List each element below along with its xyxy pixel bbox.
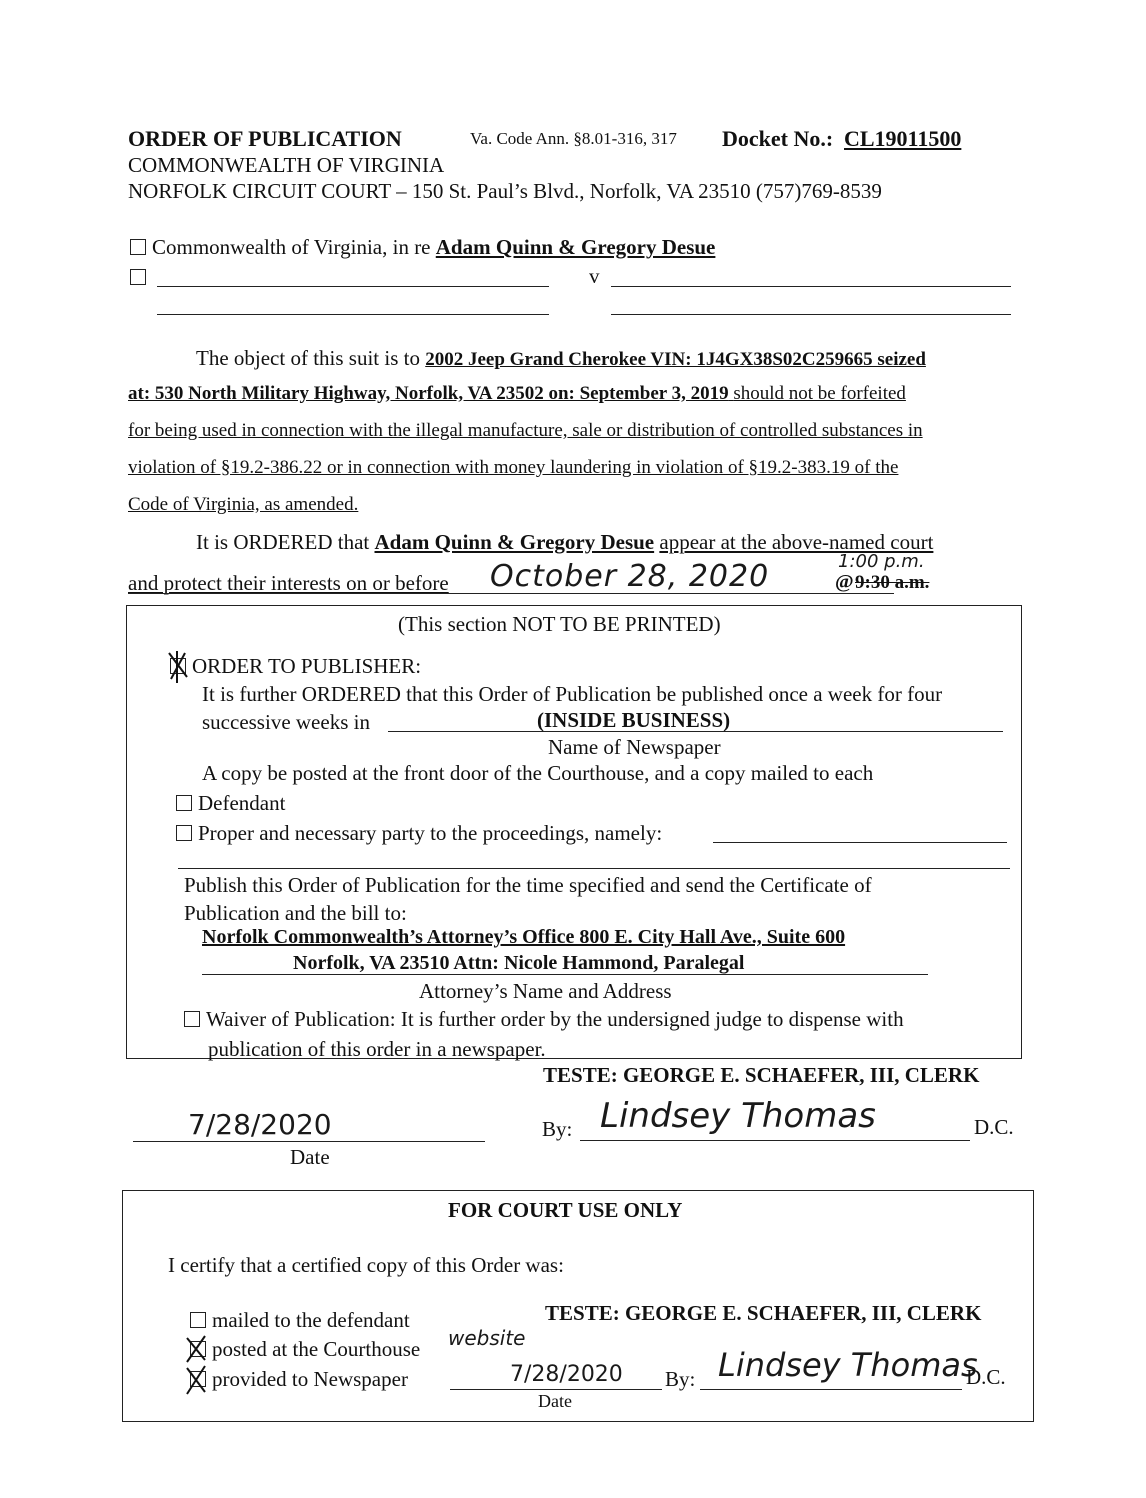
attorney-line <box>202 974 928 975</box>
handwritten-website: website <box>448 1326 526 1350</box>
caption-option-commonwealth <box>130 235 715 260</box>
newspaper-caption: Name of Newspaper <box>548 735 721 759</box>
party-name-line-2 <box>178 868 1010 869</box>
court-handwritten-date: 7/28/2020 <box>510 1362 623 1387</box>
order-to-publisher <box>170 654 421 679</box>
checkbox-posted[interactable] <box>190 1341 206 1357</box>
protect-prefix: and protect their interests on or before <box>128 571 449 595</box>
caption-option-label: Commonwealth of Virginia, in re <box>152 235 431 259</box>
object-line-1 <box>196 346 926 371</box>
checkbox-defendant[interactable] <box>176 795 192 811</box>
party-name-line <box>713 842 1007 843</box>
object-prefix: The object of this suit is to <box>196 346 420 370</box>
court-signature-line <box>700 1389 962 1390</box>
object-vehicle: 2002 Jeep Grand Cherokee VIN: 1J4GX38S02C259665 seized <box>425 349 926 370</box>
checkbox-commonwealth[interactable] <box>130 239 146 255</box>
object-line-4: violation of §19.2-386.22 or in connection with money laundering in violation of §19.2-383.19 of the <box>128 457 899 478</box>
plaintiff-line-2 <box>157 314 549 315</box>
object-suffix: should not be forfeited <box>733 383 906 404</box>
at-sign: @ <box>835 571 854 593</box>
certify-text: I certify that a certified copy of this Order was: <box>168 1253 564 1277</box>
object-line-3: for being used in connection with the illegal manufacture, sale or distribution of controlled substances in <box>128 420 923 441</box>
court-by-label: By: <box>665 1367 696 1391</box>
ordered-names: Adam Quinn & Gregory Desue <box>374 530 655 554</box>
handwritten-order-date: 7/28/2020 <box>188 1108 332 1141</box>
checkbox-waiver[interactable] <box>184 1011 200 1027</box>
caption-names: Adam Quinn & Gregory Desue <box>435 235 716 259</box>
newspaper-label: provided to Newspaper <box>212 1367 408 1391</box>
checkbox-mailed[interactable] <box>190 1312 206 1328</box>
attorney-address-2: Norfolk, VA 23510 Attn: Nicole Hammond, Paralegal <box>293 952 745 974</box>
ordered-prefix: It is ORDERED that <box>196 530 370 554</box>
successive-weeks-label: successive weeks in <box>202 710 370 734</box>
page-title: ORDER OF PUBLICATION <box>128 126 402 151</box>
defendant-line <box>611 286 1011 287</box>
docket-number: CL19011500 <box>844 126 962 151</box>
order-label: ORDER TO PUBLISHER: <box>192 654 422 678</box>
object-location: at: 530 North Military Highway, Norfolk, VA 23502 on: September 3, 2019 <box>128 383 729 404</box>
court-use-title: FOR COURT USE ONLY <box>448 1198 683 1222</box>
ordered-suffix: appear at the above-named court <box>659 530 934 554</box>
check-mark-icon <box>185 1366 209 1396</box>
checkbox-versus[interactable] <box>130 269 146 285</box>
newspaper-option <box>190 1367 408 1392</box>
mailed-label: mailed to the defendant <box>212 1308 410 1332</box>
struck-original-time: 9:30 a.m. <box>855 572 930 593</box>
plaintiff-line <box>157 286 549 287</box>
posted-option <box>190 1337 420 1362</box>
checkbox-newspaper[interactable] <box>190 1371 206 1387</box>
code-reference: Va. Code Ann. §8.01-316, 317 <box>470 129 677 148</box>
by-label: By: <box>542 1117 573 1141</box>
newspaper-name: (INSIDE BUSINESS) <box>537 708 731 732</box>
defendant-line-2 <box>611 314 1011 315</box>
waiver-text: Waiver of Publication: It is further order by the undersigned judge to dispense with <box>206 1007 904 1031</box>
not-printed-note: (This section NOT TO BE PRINTED) <box>398 612 721 636</box>
court-use-teste: TESTE: GEORGE E. SCHAEFER, III, CLERK <box>545 1301 982 1325</box>
attorney-caption: Attorney’s Name and Address <box>419 979 672 1003</box>
copy-posted-text: A copy be posted at the front door of the Courthouse, and a copy mailed to each <box>202 761 874 785</box>
court-clerk-signature: Lindsey Thomas <box>718 1346 978 1384</box>
handwritten-hearing-date: October 28, 2020 <box>490 559 770 594</box>
publish-instruction-2: Publication and the bill to: <box>184 901 407 925</box>
check-mark-icon <box>185 1336 209 1366</box>
waiver-text-2: publication of this order in a newspaper. <box>208 1037 546 1061</box>
docket-label: Docket No.: <box>722 126 834 151</box>
check-mark-icon <box>167 651 191 685</box>
publish-instruction-1: Publish this Order of Publication for the time specified and send the Certificate of <box>184 873 872 897</box>
waiver-option <box>184 1007 904 1032</box>
order-date-caption: Date <box>290 1145 330 1169</box>
mailed-option <box>190 1308 410 1333</box>
defendant-label: Defendant <box>198 791 286 815</box>
dc-label: D.C. <box>974 1115 1014 1139</box>
attorney-address-1: Norfolk Commonwealth’s Attorney’s Office 800 E. City Hall Ave., Suite 600 <box>202 926 846 948</box>
commonwealth-heading: COMMONWEALTH OF VIRGINIA <box>128 153 445 177</box>
posted-label: posted at the Courthouse <box>212 1337 421 1361</box>
ordered-line <box>196 530 933 555</box>
object-line-2 <box>128 383 906 405</box>
court-date-line <box>450 1389 662 1390</box>
handwritten-hearing-time: 1:00 p.m. <box>838 551 925 572</box>
versus-label: v <box>589 264 600 288</box>
caption-option-versus <box>130 265 152 290</box>
signature-line <box>580 1140 970 1141</box>
court-address: NORFOLK CIRCUIT COURT – 150 St. Paul’s Blvd., Norfolk, VA 23510 (757)769-8539 <box>128 179 882 203</box>
order-date-line <box>133 1141 485 1142</box>
checkbox-order-to-publisher[interactable] <box>170 658 186 674</box>
teste-clerk: TESTE: GEORGE E. SCHAEFER, III, CLERK <box>543 1063 980 1087</box>
party-label: Proper and necessary party to the proceedings, namely: <box>198 821 663 845</box>
publish-weekly-text: It is further ORDERED that this Order of Publication be published once a week for four <box>202 682 943 706</box>
court-date-caption: Date <box>538 1391 572 1411</box>
court-dc-label: D.C. <box>966 1365 1006 1389</box>
party-option <box>176 821 662 846</box>
defendant-option <box>176 791 285 816</box>
object-line-5: Code of Virginia, as amended. <box>128 494 359 515</box>
clerk-signature: Lindsey Thomas <box>600 1096 876 1136</box>
checkbox-party[interactable] <box>176 825 192 841</box>
